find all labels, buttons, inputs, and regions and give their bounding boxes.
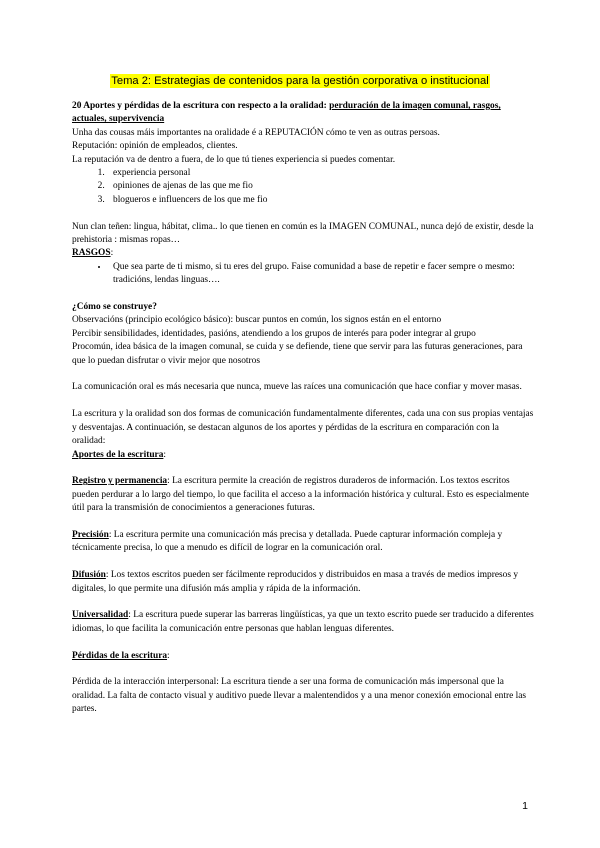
numbered-list [72, 167, 534, 207]
aporte-difusion [72, 569, 534, 596]
aporte-text: : La escritura permite una comunicación más precisa y detallada. Puede capturar información compleja y técnicamente precisa, lo que a menudo es difícil de lograr en la comunicación oral. [72, 529, 503, 554]
spacer [72, 556, 534, 569]
section-heading-20 [72, 100, 534, 127]
rasgos-item: • Que sea parte de ti mismo, si tu eres del grupo. Faise comunidad a base de repetir e facer sempre o mesmo: tradicións, lendas linguas…. [109, 261, 534, 288]
page-title: Tema 2: Estrategias de contenidos para la gestión corporativa o institucional [111, 75, 489, 87]
spacer [72, 462, 534, 475]
spacer [72, 288, 534, 301]
heading-20-underline: perduración de la imagen comunal, rasgos, actuales, supervivencia [72, 101, 501, 125]
spacer [72, 636, 534, 649]
spacer [72, 516, 534, 529]
aporte-term: Difusión [72, 570, 106, 581]
aporte-registro [72, 475, 534, 515]
spacer [72, 663, 534, 676]
aporte-term: Registro y permanencia [72, 476, 168, 487]
numbered-item: 1. experiencia personal [107, 167, 534, 180]
aporte-precision [72, 529, 534, 556]
aporte-term: Precisión [72, 529, 109, 540]
numbered-item: 2. opiniones de ajenas de las que me fio [107, 180, 534, 193]
title-wrap [0, 71, 600, 89]
como-line: Procomún, idea básica de la imagen comunal, se cuida y se defiende, tiene que servir para las futuras generaciones, para que lo puedan disfrutar o vivir mejor que nosotros [72, 342, 523, 366]
rasgos-list [72, 261, 534, 288]
aporte-universalidad [72, 609, 534, 636]
page-number: 1 [522, 800, 528, 812]
rasgos-label: RASGOS [72, 248, 111, 259]
como-line: Observacións (principio ecológico básico): buscar puntos en común, los signos están en el entorno [72, 315, 442, 326]
aporte-text: : Los textos escritos pueden ser fácilmente reproducidos y distribuidos en masa a través de medios impresos y digitales, lo que permite una difusión más amplia y rápida de la información. [72, 570, 519, 594]
aporte-text: : La escritura puede superar las barreras lingüísticas, ya que un texto escrito puede ser traducido a diferentes idiomas, lo que facilita la comunicación entre personas que hablan lenguas diferentes. [72, 610, 534, 634]
aportes-heading-text: Aportes de la escritura [72, 449, 164, 460]
heading-20-bold: 20 Aportes y pérdidas de la escritura con respecto a la oralidad: [72, 101, 330, 111]
aporte-text: : La escritura permite la creación de registros duraderos de información. Los textos escritos pueden perdurar a lo largo del tiempo, lo que facilita el acceso a la información histórica y cultural. Esto es especialmente útil para la transmisión de conocimientos a generaciones futuras. [72, 476, 529, 514]
como-heading: ¿Cómo se construye? [72, 302, 157, 313]
spacer [72, 395, 534, 408]
intro-line: Reputación: opinión de empleados, clientes. [72, 141, 238, 152]
escritura-paragraph: La escritura y la oralidad son dos formas de comunicación fundamentalmente diferentes, cada una con sus propias ventajas y desventajas. A continuación, se destacan algunos de los aportes y pérdidas de la escritura en comparación con la oralidad: [72, 409, 534, 447]
clan-paragraph: Nun clan teñen: lingua, hábitat, clima.. lo que tienen en común es la IMAGEN COMUNAL, nunca dejó de existir, desde la prehistoria : mismas ropas… [72, 221, 534, 246]
aporte-term: Universalidad [72, 610, 129, 621]
intro-line: La reputación va de dentro a fuera, de lo que tú tienes experiencia si puedes comentar. [72, 154, 396, 165]
rasgos-heading [72, 247, 534, 260]
perdidas-heading-text: Pérdidas de la escritura [72, 650, 168, 661]
perdidas-heading [72, 650, 534, 663]
spacer [72, 207, 534, 220]
comunicacion-paragraph: La comunicación oral es más necesaria que nunca, mueve las raíces una comunicación que hace confiar y mover masas. [72, 382, 522, 393]
document-body [72, 100, 534, 717]
aportes-heading [72, 449, 534, 462]
numbered-item: 3. blogueros e influencers de los que me fio [107, 194, 534, 207]
intro-line: Unha das cousas máis importantes na oralidade é a REPUTACIÓN cómo te ven as outras persoas. [72, 127, 440, 138]
aportes-colon: : [163, 449, 166, 460]
rasgos-colon: : [110, 248, 114, 259]
spacer [72, 368, 534, 381]
como-line: Percibir sensibilidades, identidades, pasións, atendiendo a los grupos de interés para poder integrar al grupo [72, 328, 476, 339]
spacer [72, 596, 534, 609]
perdidas-paragraph: Pérdida de la interacción interpersonal: La escritura tiende a ser una forma de comunicación más impersonal que la oralidad. La falta de contacto visual y auditivo puede llevar a malentendidos y a una menor conexión emocional entre las partes. [72, 677, 527, 715]
perdidas-colon: : [167, 650, 170, 661]
